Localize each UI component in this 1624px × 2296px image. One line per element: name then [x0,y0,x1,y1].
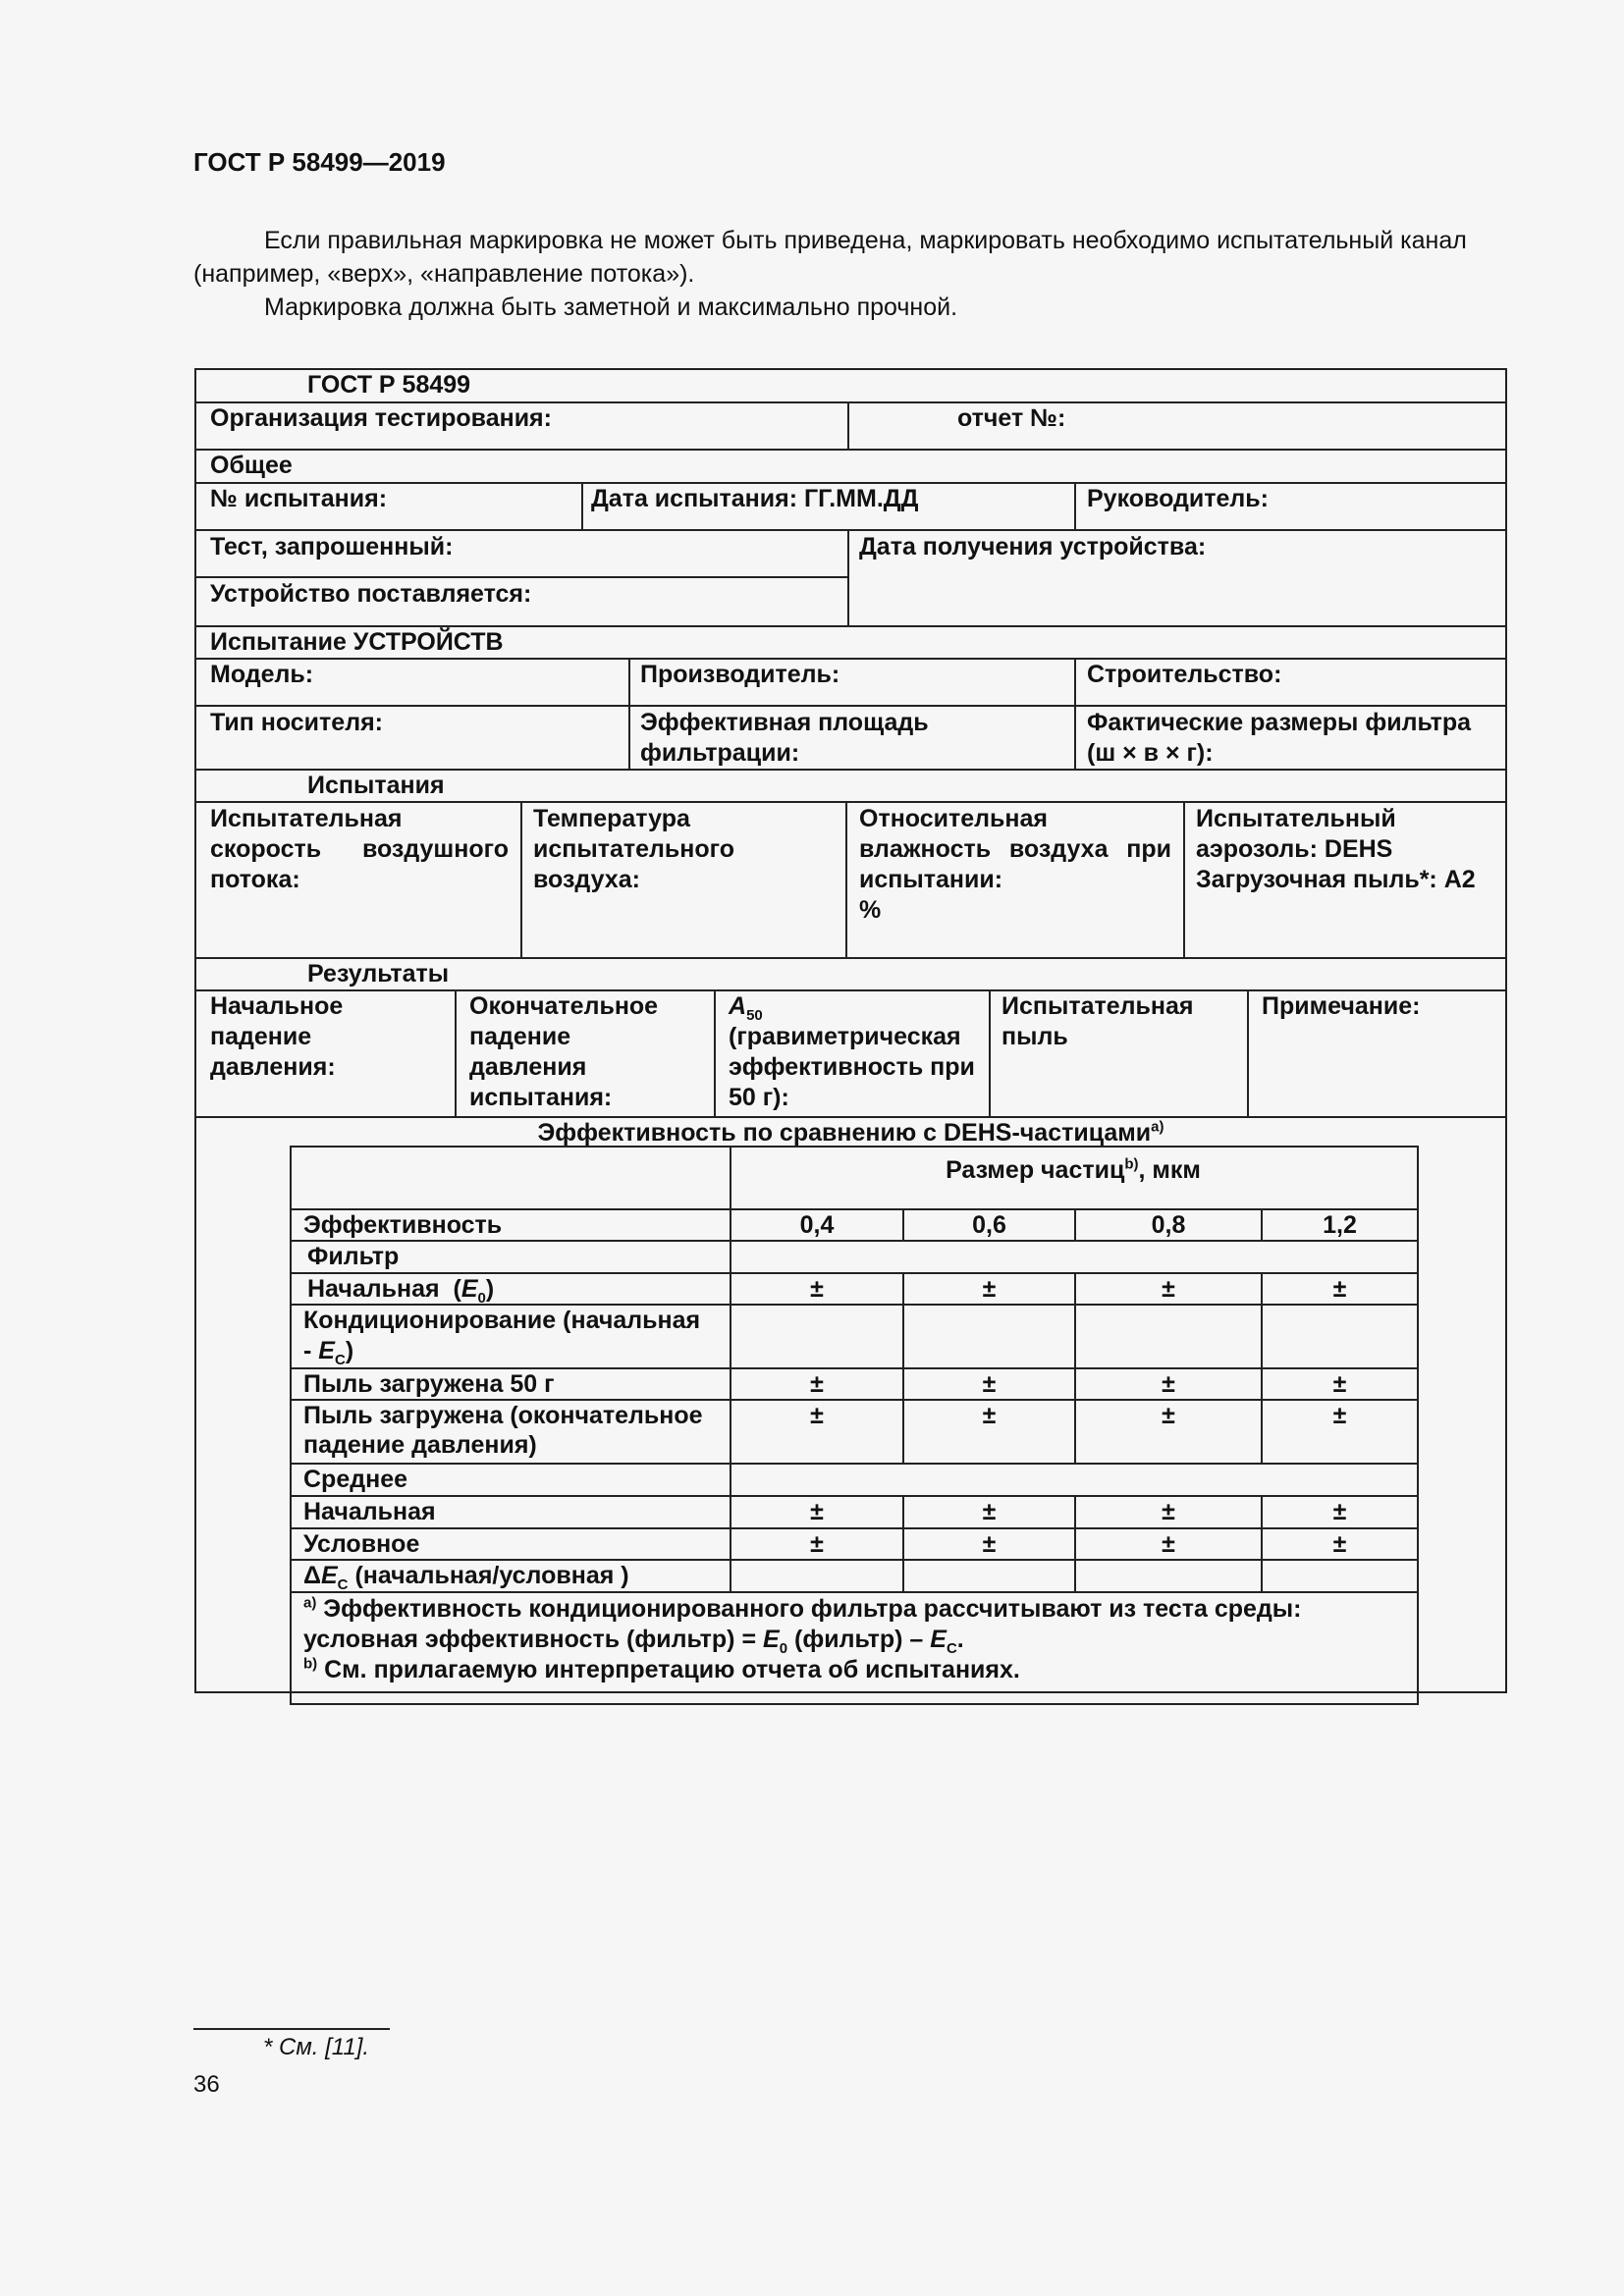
aerosol-label: Испытательный аэрозоль: DEHS [1196,805,1396,863]
pm-cell: ± [810,1402,824,1429]
delta-ec-label: $\Delta E_C$ (начальная/условная ) [303,1562,629,1593]
air-flow-label: Испытательная скорость воздушного потока: [210,805,509,893]
filter-dims-label: Фактические размеры фильтра (ш × в × г): [1087,709,1472,767]
table-note-a: $^{a)}$ Эффективность кондиционированного фильтра рассчитывают из теста среды: [303,1594,1302,1623]
average-label: Среднее [303,1466,408,1493]
report-no-label: отчет №: [957,404,1066,432]
humidity-unit: % [859,896,882,924]
pm-cell: ± [1332,1530,1347,1558]
test-requested-label: Тест, запрошенный: [210,533,454,561]
device-received-date-label: Дата получения устройства: [859,533,1207,561]
dust-50-label: Пыль загружена 50 г [303,1370,555,1398]
footnote-rule [193,2028,390,2030]
a50-label: $A_{50}$ [729,992,763,1024]
initial-e0-label: Начальная $(E_0)$ [307,1275,495,1307]
size-0-8: 0,8 [1151,1211,1186,1239]
test-report-form [194,368,1507,1693]
air-temp-label: Температура испытательного воздуха: [533,805,734,893]
pm-cell: ± [982,1530,997,1558]
construction-label: Строительство: [1087,661,1282,688]
efficiency-label: Эффективность [303,1211,503,1239]
manufacturer-label: Производитель: [640,661,840,688]
pm-cell: ± [982,1370,997,1398]
test-no-label: № испытания: [210,485,388,512]
final-dp-label: Окончательное падение давления испытания: [469,992,659,1111]
pm-cell: ± [810,1498,824,1525]
pm-cell: ± [982,1402,997,1429]
a50-description: (гравиметрическая эффективность при 50 г): [729,1023,975,1111]
size-1-2: 1,2 [1323,1211,1357,1239]
size-0-6: 0,6 [972,1211,1006,1239]
pm-cell: ± [1332,1370,1347,1398]
results-heading: Результаты [307,960,450,988]
supervisor-label: Руководитель: [1087,485,1269,512]
tests-heading: Испытания [307,772,445,799]
pm-cell: ± [982,1498,997,1525]
humidity-label: Относительная влажность воздуха при испытании: [859,805,1171,893]
page-number: 36 [193,2071,220,2098]
note-label: Примечание: [1262,992,1421,1020]
conditioning-label: Кондиционирование (начальная [303,1307,701,1334]
paragraph-marking-channel: Если правильная маркировка не может быть приведена, маркировать необходимо испытательный канал (например, «верх», «направление потока»). [193,227,1467,288]
pm-cell: ± [1162,1275,1175,1303]
pm-cell: ± [1162,1498,1175,1525]
filter-label: Фильтр [307,1243,400,1270]
pm-cell: ± [810,1275,824,1303]
pm-cell: ± [1162,1402,1175,1429]
particle-size-header: Размер частиц$^{b)}$, мкм [946,1155,1201,1184]
pm-cell: ± [1332,1498,1347,1525]
model-label: Модель: [210,661,314,688]
table-note-b: $^{b)}$ См. прилагаемую интерпретацию отчета об испытаниях. [303,1655,1020,1683]
device-supplied-label: Устройство поставляется: [210,580,532,608]
document-header: ГОСТ Р 58499—2019 [193,147,446,177]
pm-cell: ± [1332,1402,1347,1429]
form-title: ГОСТ Р 58499 [307,371,471,399]
avg-conditional-label: Условное [303,1530,420,1558]
efficiency-table [290,1146,1419,1705]
table-note-a-formula: условная эффективность (фильтр) = $E_0$ (фильтр) – $E_C$. [303,1626,964,1657]
media-type-label: Тип носителя: [210,709,383,736]
org-label: Организация тестирования: [210,404,552,432]
avg-initial-label: Начальная [303,1498,436,1525]
efficiency-caption: Эффективность по сравнению с DEHS-частицами$^{a)}$ [537,1118,1164,1147]
pm-cell: ± [1162,1530,1175,1558]
conditioning-ec: - $E_C$) [303,1337,354,1368]
initial-dp-label: Начальное падение давления: [210,992,344,1081]
test-date-label: Дата испытания: ГГ.ММ.ДД [591,485,919,512]
dust-final-label: Пыль загружена (окончательное падение давления) [303,1402,703,1459]
paragraph-marking-durable: Маркировка должна быть заметной и максимально прочной. [264,294,958,321]
loading-dust-label: Загрузочная пыль*: A2 [1196,866,1476,893]
pm-cell: ± [810,1530,824,1558]
general-heading: Общее [210,452,293,479]
size-0-4: 0,4 [799,1211,835,1239]
pm-cell: ± [810,1370,824,1398]
pm-cell: ± [982,1275,997,1303]
filter-area-label: Эффективная площадь фильтрации: [640,709,929,767]
pm-cell: ± [1162,1370,1175,1398]
test-dust-label: Испытательная пыль [1001,992,1194,1050]
footnote: * См. [11]. [263,2034,370,2060]
device-testing-heading: Испытание УСТРОЙСТВ [210,628,504,656]
pm-cell: ± [1332,1275,1347,1303]
